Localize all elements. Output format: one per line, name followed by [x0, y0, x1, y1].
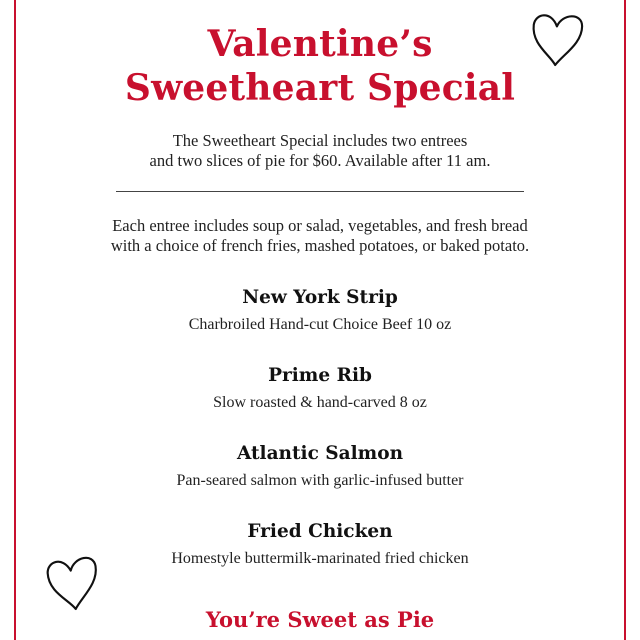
intro-line-2: and two slices of pie for $60. Available after 11 am.: [149, 151, 491, 170]
section-divider: [116, 191, 524, 192]
menu-item: [0, 442, 640, 491]
title-line-1: Valentine’s: [207, 23, 433, 65]
menu-item-description: Pan-seared salmon with garlic-infused butter: [176, 472, 464, 489]
description-line-1: Each entree includes soup or salad, vegetables, and fresh bread: [112, 216, 528, 235]
intro-line-1: The Sweetheart Special includes two entrees: [172, 131, 468, 150]
menu-item-name: Prime Rib: [268, 365, 372, 386]
menu-item-description: Charbroiled Hand-cut Choice Beef 10 oz: [188, 316, 452, 333]
menu-item-name: Fried Chicken: [247, 521, 393, 542]
menu-item: [0, 364, 640, 413]
entree-description: [0, 216, 640, 256]
description-line-2: with a choice of french fries, mashed potatoes, or baked potato.: [110, 236, 530, 255]
menu-item-description: Slow roasted & hand-carved 8 oz: [213, 394, 427, 411]
footer-heading: You’re Sweet as Pie: [205, 607, 435, 632]
menu-item-name: Atlantic Salmon: [236, 443, 404, 464]
intro-text: [0, 131, 640, 171]
page-title: [0, 22, 640, 110]
title-line-2: Sweetheart Special: [124, 67, 516, 109]
menu-item: [0, 286, 640, 335]
menu-item-description: Homestyle buttermilk-marinated fried chicken: [171, 550, 469, 567]
menu-item: [0, 520, 640, 569]
menu-item-name: New York Strip: [242, 287, 398, 308]
